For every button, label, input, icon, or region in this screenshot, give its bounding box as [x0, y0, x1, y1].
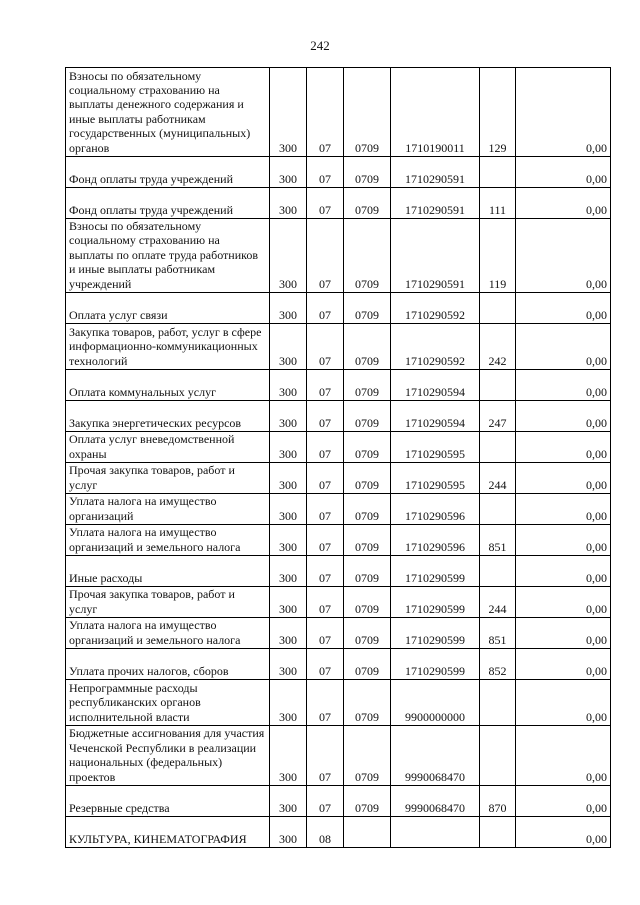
cell-expense-type: 244	[480, 463, 516, 494]
cell-amount: 0,00	[516, 786, 611, 817]
cell-expense-type	[480, 494, 516, 525]
cell-grbs: 300	[270, 188, 307, 219]
table-row	[66, 188, 611, 219]
table-row	[66, 649, 611, 680]
cell-grbs: 300	[270, 68, 307, 157]
cell-amount: 0,00	[516, 219, 611, 293]
cell-grbs: 300	[270, 649, 307, 680]
cell-amount: 0,00	[516, 401, 611, 432]
table-row	[66, 726, 611, 786]
cell-grbs: 300	[270, 556, 307, 587]
cell-name: Бюджетные ассигнования для участия Чеченской Республики в реализации национальных (федеральных) проектов	[66, 726, 270, 786]
cell-amount: 0,00	[516, 293, 611, 324]
cell-name: Фонд оплаты труда учреждений	[66, 188, 270, 219]
cell-amount: 0,00	[516, 726, 611, 786]
cell-subsection: 0709	[344, 494, 391, 525]
cell-subsection: 0709	[344, 188, 391, 219]
cell-target-article: 1710290592	[391, 293, 480, 324]
cell-grbs: 300	[270, 494, 307, 525]
cell-grbs: 300	[270, 618, 307, 649]
table-row	[66, 618, 611, 649]
cell-name: Уплата налога на имущество организаций и земельного налога	[66, 525, 270, 556]
cell-subsection: 0709	[344, 432, 391, 463]
cell-expense-type	[480, 157, 516, 188]
cell-section: 07	[307, 587, 344, 618]
cell-name: Непрограммные расходы республиканских органов исполнительной власти	[66, 680, 270, 726]
cell-target-article: 1710290599	[391, 587, 480, 618]
table-row	[66, 556, 611, 587]
cell-section: 07	[307, 370, 344, 401]
table-row	[66, 293, 611, 324]
cell-target-article: 1710290599	[391, 556, 480, 587]
table-row	[66, 786, 611, 817]
cell-amount: 0,00	[516, 68, 611, 157]
cell-section: 08	[307, 817, 344, 848]
cell-target-article: 1710290595	[391, 463, 480, 494]
cell-name: Уплата налога на имущество организаций и земельного налога	[66, 618, 270, 649]
cell-name: Взносы по обязательному социальному страхованию на выплаты денежного содержания и иные выплаты работникам государственных (муниципальных) органов	[66, 68, 270, 157]
cell-amount: 0,00	[516, 494, 611, 525]
cell-subsection: 0709	[344, 293, 391, 324]
cell-section: 07	[307, 649, 344, 680]
cell-name: Закупка энергетических ресурсов	[66, 401, 270, 432]
cell-target-article: 1710290591	[391, 219, 480, 293]
cell-expense-type: 852	[480, 649, 516, 680]
cell-subsection: 0709	[344, 786, 391, 817]
cell-target-article: 1710290595	[391, 432, 480, 463]
cell-grbs: 300	[270, 370, 307, 401]
cell-subsection: 0709	[344, 370, 391, 401]
cell-expense-type: 111	[480, 188, 516, 219]
cell-subsection: 0709	[344, 401, 391, 432]
budget-table	[65, 67, 611, 848]
cell-section: 07	[307, 494, 344, 525]
table-row	[66, 463, 611, 494]
cell-target-article: 9990068470	[391, 726, 480, 786]
table-row	[66, 370, 611, 401]
cell-target-article: 1710190011	[391, 68, 480, 157]
cell-expense-type: 870	[480, 786, 516, 817]
table-row	[66, 680, 611, 726]
cell-expense-type	[480, 293, 516, 324]
cell-grbs: 300	[270, 157, 307, 188]
cell-amount: 0,00	[516, 370, 611, 401]
cell-section: 07	[307, 556, 344, 587]
table-row	[66, 157, 611, 188]
cell-section: 07	[307, 157, 344, 188]
cell-subsection: 0709	[344, 618, 391, 649]
cell-name: Уплата налога на имущество организаций	[66, 494, 270, 525]
cell-grbs: 300	[270, 817, 307, 848]
page-number: 242	[310, 38, 330, 53]
cell-amount: 0,00	[516, 157, 611, 188]
cell-expense-type	[480, 370, 516, 401]
cell-section: 07	[307, 68, 344, 157]
cell-section: 07	[307, 618, 344, 649]
cell-expense-type: 244	[480, 587, 516, 618]
cell-section: 07	[307, 293, 344, 324]
cell-subsection: 0709	[344, 556, 391, 587]
cell-target-article: 1710290599	[391, 649, 480, 680]
cell-expense-type: 851	[480, 618, 516, 649]
cell-grbs: 300	[270, 432, 307, 463]
cell-name: Уплата прочих налогов, сборов	[66, 649, 270, 680]
cell-section: 07	[307, 726, 344, 786]
cell-target-article: 1710290591	[391, 188, 480, 219]
table-row	[66, 432, 611, 463]
cell-grbs: 300	[270, 680, 307, 726]
cell-target-article: 1710290592	[391, 324, 480, 370]
cell-subsection: 0709	[344, 324, 391, 370]
cell-name: Взносы по обязательному социальному страхованию на выплаты по оплате труда работников и иные выплаты работникам учреждений	[66, 219, 270, 293]
cell-amount: 0,00	[516, 587, 611, 618]
cell-amount: 0,00	[516, 649, 611, 680]
cell-name: Прочая закупка товаров, работ и услуг	[66, 463, 270, 494]
cell-grbs: 300	[270, 463, 307, 494]
cell-grbs: 300	[270, 293, 307, 324]
cell-section: 07	[307, 401, 344, 432]
table-row	[66, 401, 611, 432]
cell-amount: 0,00	[516, 618, 611, 649]
cell-subsection: 0709	[344, 525, 391, 556]
cell-expense-type: 851	[480, 525, 516, 556]
cell-section: 07	[307, 680, 344, 726]
cell-name: Фонд оплаты труда учреждений	[66, 157, 270, 188]
cell-subsection: 0709	[344, 463, 391, 494]
cell-subsection	[344, 817, 391, 848]
cell-section: 07	[307, 432, 344, 463]
table-row	[66, 525, 611, 556]
cell-grbs: 300	[270, 324, 307, 370]
cell-expense-type	[480, 817, 516, 848]
cell-section: 07	[307, 525, 344, 556]
table-row	[66, 324, 611, 370]
cell-section: 07	[307, 463, 344, 494]
cell-subsection: 0709	[344, 157, 391, 188]
cell-subsection: 0709	[344, 649, 391, 680]
cell-subsection: 0709	[344, 680, 391, 726]
cell-expense-type: 247	[480, 401, 516, 432]
cell-amount: 0,00	[516, 817, 611, 848]
cell-subsection: 0709	[344, 219, 391, 293]
cell-subsection: 0709	[344, 68, 391, 157]
cell-expense-type	[480, 680, 516, 726]
cell-subsection: 0709	[344, 726, 391, 786]
cell-target-article: 1710290596	[391, 525, 480, 556]
cell-grbs: 300	[270, 726, 307, 786]
cell-expense-type: 242	[480, 324, 516, 370]
cell-target-article	[391, 817, 480, 848]
cell-name: КУЛЬТУРА, КИНЕМАТОГРАФИЯ	[66, 817, 270, 848]
cell-name: Иные расходы	[66, 556, 270, 587]
cell-amount: 0,00	[516, 188, 611, 219]
cell-name: Прочая закупка товаров, работ и услуг	[66, 587, 270, 618]
table-row	[66, 494, 611, 525]
cell-grbs: 300	[270, 786, 307, 817]
cell-grbs: 300	[270, 525, 307, 556]
cell-grbs: 300	[270, 219, 307, 293]
cell-expense-type: 119	[480, 219, 516, 293]
cell-amount: 0,00	[516, 324, 611, 370]
cell-grbs: 300	[270, 401, 307, 432]
cell-amount: 0,00	[516, 680, 611, 726]
cell-amount: 0,00	[516, 525, 611, 556]
cell-target-article: 1710290596	[391, 494, 480, 525]
cell-expense-type	[480, 726, 516, 786]
cell-amount: 0,00	[516, 556, 611, 587]
cell-name: Резервные средства	[66, 786, 270, 817]
cell-expense-type	[480, 556, 516, 587]
cell-section: 07	[307, 188, 344, 219]
cell-section: 07	[307, 219, 344, 293]
cell-name: Оплата услуг связи	[66, 293, 270, 324]
cell-name: Оплата коммунальных услуг	[66, 370, 270, 401]
cell-grbs: 300	[270, 587, 307, 618]
cell-target-article: 9990068470	[391, 786, 480, 817]
cell-expense-type: 129	[480, 68, 516, 157]
table-row	[66, 817, 611, 848]
cell-section: 07	[307, 324, 344, 370]
cell-section: 07	[307, 786, 344, 817]
cell-name: Оплата услуг вневедомственной охраны	[66, 432, 270, 463]
cell-target-article: 1710290594	[391, 401, 480, 432]
cell-target-article: 9900000000	[391, 680, 480, 726]
table-row	[66, 587, 611, 618]
cell-expense-type	[480, 432, 516, 463]
cell-target-article: 1710290591	[391, 157, 480, 188]
table-row	[66, 219, 611, 293]
cell-name: Закупка товаров, работ, услуг в сфере информационно-коммуникационных технологий	[66, 324, 270, 370]
cell-amount: 0,00	[516, 463, 611, 494]
cell-target-article: 1710290599	[391, 618, 480, 649]
cell-target-article: 1710290594	[391, 370, 480, 401]
table-row	[66, 68, 611, 157]
cell-subsection: 0709	[344, 587, 391, 618]
cell-amount: 0,00	[516, 432, 611, 463]
